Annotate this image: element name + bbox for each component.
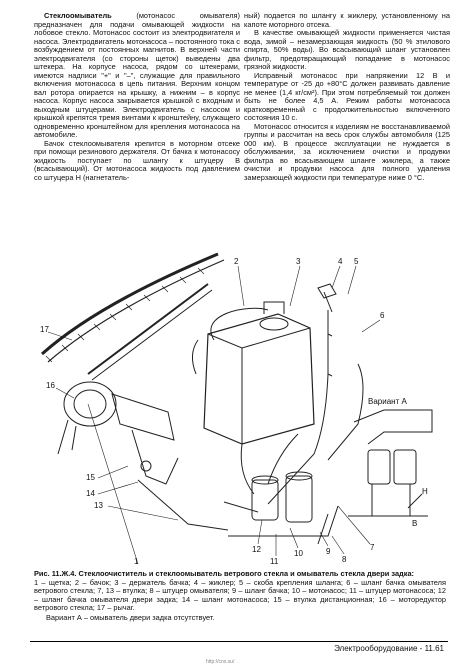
left-text-column [34, 12, 240, 182]
term-washer: Стеклоомыватель [44, 11, 112, 20]
callout-1: 1 [134, 557, 139, 566]
wiper-motor-drawing [58, 382, 228, 530]
callout-labels [40, 257, 428, 566]
caption-title: Рис. 11.Ж.4. Стеклоочиститель и стеклоомыватель ветрового стекла и омыватель стекла двери задка: [34, 569, 415, 578]
callout-6: 6 [380, 311, 385, 320]
footer-divider [30, 641, 448, 642]
callout-10: 10 [294, 549, 303, 558]
callout-9: 9 [326, 547, 331, 556]
callout-12: 12 [252, 545, 261, 554]
callout-16: 16 [46, 381, 55, 390]
callout-7: 7 [370, 543, 375, 552]
variant-a-label: Вариант А [368, 397, 407, 406]
figure-caption [34, 570, 446, 623]
callout-8: 8 [342, 555, 347, 564]
paragraph-specs: Исправный мотонасос при напряжении 12 В и температуре от -25 до +80°С должен развивать давление не менее (1,4 кг/см²). При этом потребляемый ток должен быть не более 4,5 А. Режим работы мотонасоса кратковременный с продолжительностью включенного состояния 10 с. [244, 70, 450, 122]
callout-13: 13 [94, 501, 103, 510]
paragraph-service: Мотонасос относится к изделиям не восстанавливаемой группы и рассчитан на весь срок службы автомобиля (125 000 км). В процессе эксплуатации не нуждается в обслуживании, за исключением очистки и продувки фильтра во всасывающем шланге жиклера, а также очистки и продувки насоса для полного удаления замерзающей жидкости при температуре ниже 0 °С. [244, 121, 450, 182]
callout-17: 17 [40, 325, 49, 334]
callout-4: 4 [338, 257, 343, 266]
callout-5: 5 [354, 257, 359, 266]
callout-2: 2 [234, 257, 239, 266]
port-b-label: В [412, 519, 418, 528]
caption-legend: 1 – щетка; 2 – бачок; 3 – держатель бачка; 4 – жиклер; 5 – скоба крепления шланга; 6 – шланг бачка омывателя ветрового стекла; 7, 13 – втулка; 8 – штуцер омывателя; 9 – шланг бачка; 10 – мотонасос; 11 – штуцер мотонасоса; 12 – шланг бачка омывателя двери задка; 14 – шланг мотонасоса; 15 – втулка дистанционная; 16 – моторедуктор ветрового стекла; 17 – рычаг. [34, 577, 446, 613]
paragraph-fluid: В качестве омывающей жидкости применяется чистая вода, зимой – незамерзающая жидкость (50 % этилового спирта, 50% воды). Во всасывающий шланг установлен фильтр, предотвращающий попадание в мотонасос грязной жидкости. [244, 28, 450, 71]
watermark-url: http://cnx.su/ [206, 659, 235, 665]
washer-intro-text: (мотонасос омывателя) предназначен для подачи омывающей жидкости на лобовое стекло. Мотонасос состоит из электродвигателя и насоса. Электродвигатель мотонасоса – постоянного тока с возбуждением от постоянных магнитов. В верхней части электродвигателя (со стороны щеток) выведены два штекера. На корпусе насоса, рядом со штекерами, имеются надписи "+" и "–", служащие для правильного включения мотонасоса в цепь питания. Верхним концом вал ротора опирается на крышку, а нижним – в корпус насоса. Корпус насоса закрывается крышкой с входным и выходным штуцерами. Электродвигатель с насосом и крышкой крепятся тремя винтами к кронштейну, служащего одновременно кронштейном для крепления мотонасоса на автомобиле. [34, 11, 240, 139]
paragraph-washer-intro [34, 12, 240, 140]
paragraph-reservoir: Бачок стеклоомывателя крепится в моторном отсеке при помощи резинового держателя. От бачка к мотонасосу жидкость поступает по шлангу к штуцеру В (всасывающий). От мотонасоса жидкость под давлением со штуцера Н (нагнетатель- [34, 138, 240, 182]
right-text-column [244, 12, 450, 182]
callout-3: 3 [296, 257, 301, 266]
callout-leaders [48, 266, 380, 564]
callout-15: 15 [86, 473, 95, 482]
wiper-washer-diagram [28, 244, 452, 566]
hoses-drawing [241, 284, 363, 504]
callout-14: 14 [86, 489, 95, 498]
callout-11: 11 [270, 557, 279, 566]
wiper-arm-drawing [42, 254, 224, 380]
caption-note: Вариант А – омыватель двери задка отсутствует. [46, 612, 215, 622]
paragraph-continuation: ный) подается по шлангу к жиклеру, установленному на капоте моторного отсека. [244, 11, 450, 29]
reservoir-drawing [192, 302, 314, 444]
page-footer: Электрооборудование - 11.61 [334, 644, 444, 653]
port-h-label: Н [422, 487, 428, 496]
variant-a-detail [348, 410, 432, 516]
